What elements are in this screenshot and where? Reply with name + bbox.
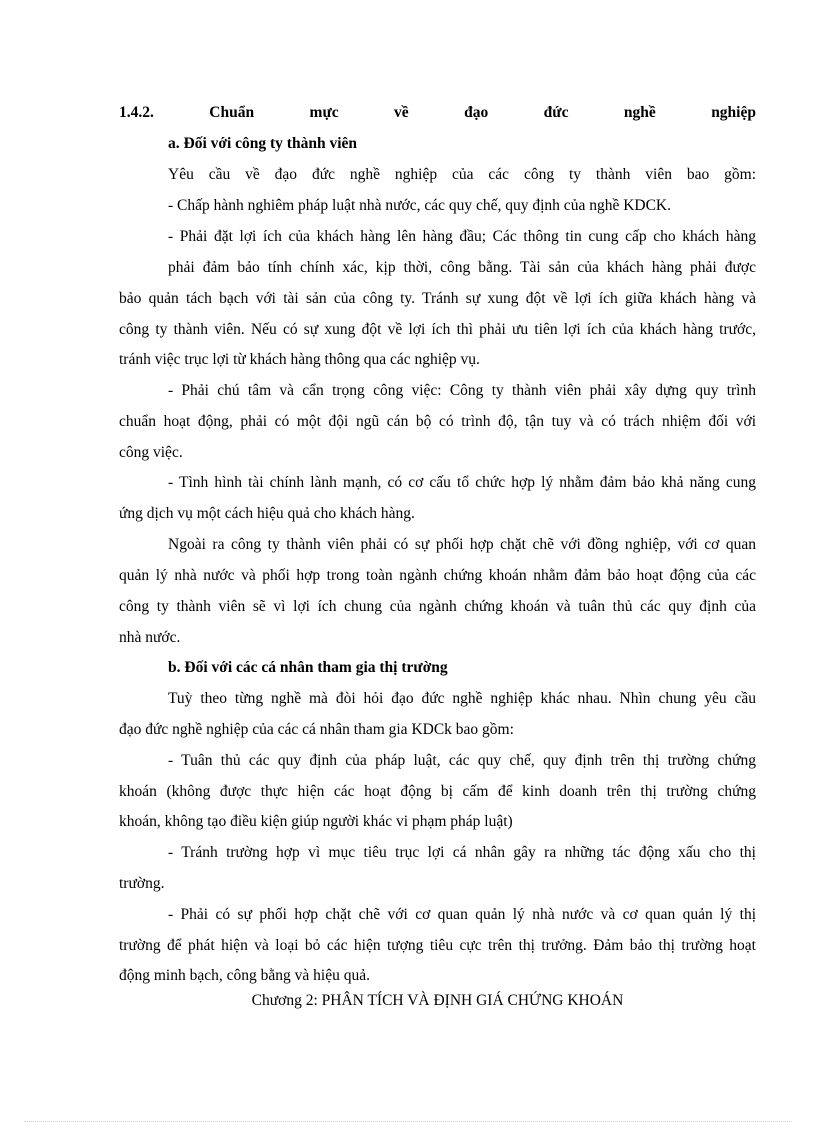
section-heading xyxy=(119,103,756,123)
paragraph-line: Yêu cầu về đạo đức nghề nghiệp của các công ty thành viên bao gồm: xyxy=(168,166,756,183)
paragraph-line: tránh việc trục lợi từ khách hàng thông qua các nghiệp vụ. xyxy=(119,351,480,368)
paragraph-line: - Phải có sự phối hợp chặt chẽ với cơ quan quản lý nhà nước và cơ quan quản lý thị xyxy=(168,906,756,923)
paragraph-line: trường để phát hiện và loại bỏ các hiện tượng tiêu cực trên thị trưởng. Đảm bảo thị trường hoạt xyxy=(119,937,756,954)
paragraph-line: khoán (không được thực hiện các hoạt động bị cấm để kinh doanh trên thị trường chứng xyxy=(119,783,756,800)
paragraph-line: - Phải chú tâm và cẩn trọng công việc: Công ty thành viên phải xây dựng quy trình xyxy=(168,382,756,399)
paragraph-line: Ngoài ra công ty thành viên phải có sự phối hợp chặt chẽ với đồng nghiệp, với cơ quan xyxy=(168,536,756,553)
paragraph-line: công ty thành viên sẽ vì lợi ích chung của ngành chứng khoán và tuân thủ các quy định của xyxy=(119,598,756,615)
paragraph-line: - Tránh trường hợp vì mục tiêu trục lợi cá nhân gây ra những tác động xấu cho thị xyxy=(168,844,756,861)
heading-word: nghiệp xyxy=(711,104,756,121)
paragraph-line: động minh bạch, công bằng và hiệu quả. xyxy=(119,967,370,984)
chapter-title: Chương 2: PHÂN TÍCH VÀ ĐỊNH GIÁ CHỨNG KHOÁN xyxy=(251,992,624,1009)
paragraph-line: - Chấp hành nghiêm pháp luật nhà nước, các quy chế, quy định của nghề KDCK. xyxy=(168,197,671,214)
paragraph-line: chuẩn hoạt động, phải có một đội ngũ cán bộ có trình độ, tận tuy và có trách nhiệm đối với xyxy=(119,413,756,430)
paragraph-line: nhà nước. xyxy=(119,629,181,646)
paragraph-line: phải đảm bảo tính chính xác, kịp thời, công bằng. Tài sản của khách hàng phải được xyxy=(168,259,756,276)
heading-word: về xyxy=(394,104,409,121)
paragraph-line: bảo quản tách bạch với tài sản của công ty. Tránh sự xung đột về lợi ích giữa khách hàng và xyxy=(119,290,756,307)
paragraph-line: - Tuân thủ các quy định của pháp luật, các quy chế, quy định trên thị trường chứng xyxy=(168,752,756,769)
paragraph-line: đạo đức nghề nghiệp của các cá nhân tham gia KDCk bao gồm: xyxy=(119,721,514,738)
paragraph-line: ứng dịch vụ một cách hiệu quả cho khách hàng. xyxy=(119,505,415,522)
heading-word: đạo xyxy=(464,104,489,121)
paragraph-line: khoán, không tạo điều kiện giúp người khác vi phạm pháp luật) xyxy=(119,813,513,830)
paragraph-line: Tuỳ theo từng nghề mà đòi hỏi đạo đức nghề nghiệp khác nhau. Nhìn chung yêu cầu xyxy=(168,690,756,707)
heading-word: mực xyxy=(309,104,339,121)
paragraph-line: - Tình hình tài chính lành mạnh, có cơ cấu tổ chức hợp lý nhằm đảm bảo khả năng cung xyxy=(168,474,756,491)
paragraph-line: - Phải đặt lợi ích của khách hàng lên hàng đầu; Các thông tin cung cấp cho khách hàng xyxy=(168,228,756,245)
heading-word: nghề xyxy=(623,104,656,121)
heading-word: đức xyxy=(543,104,569,121)
heading-word: Chuẩn xyxy=(209,104,255,121)
heading-number: 1.4.2. xyxy=(119,104,154,121)
page-bottom-divider xyxy=(24,1121,792,1122)
paragraph-line: công việc. xyxy=(119,444,183,461)
paragraph-line: công ty thành viên. Nếu có sự xung đột về lợi ích thì phải ưu tiên lợi ích của khách hàng trước, xyxy=(119,321,756,338)
paragraph-line: trường. xyxy=(119,875,165,892)
paragraph-line: quản lý nhà nước và phối hợp trong toàn ngành chứng khoán nhằm đảm bảo hoạt động của các xyxy=(119,567,756,584)
subsection-a-title: a. Đối với công ty thành viên xyxy=(168,135,358,152)
subsection-b-title: b. Đối với các cá nhân tham gia thị trường xyxy=(168,659,448,676)
